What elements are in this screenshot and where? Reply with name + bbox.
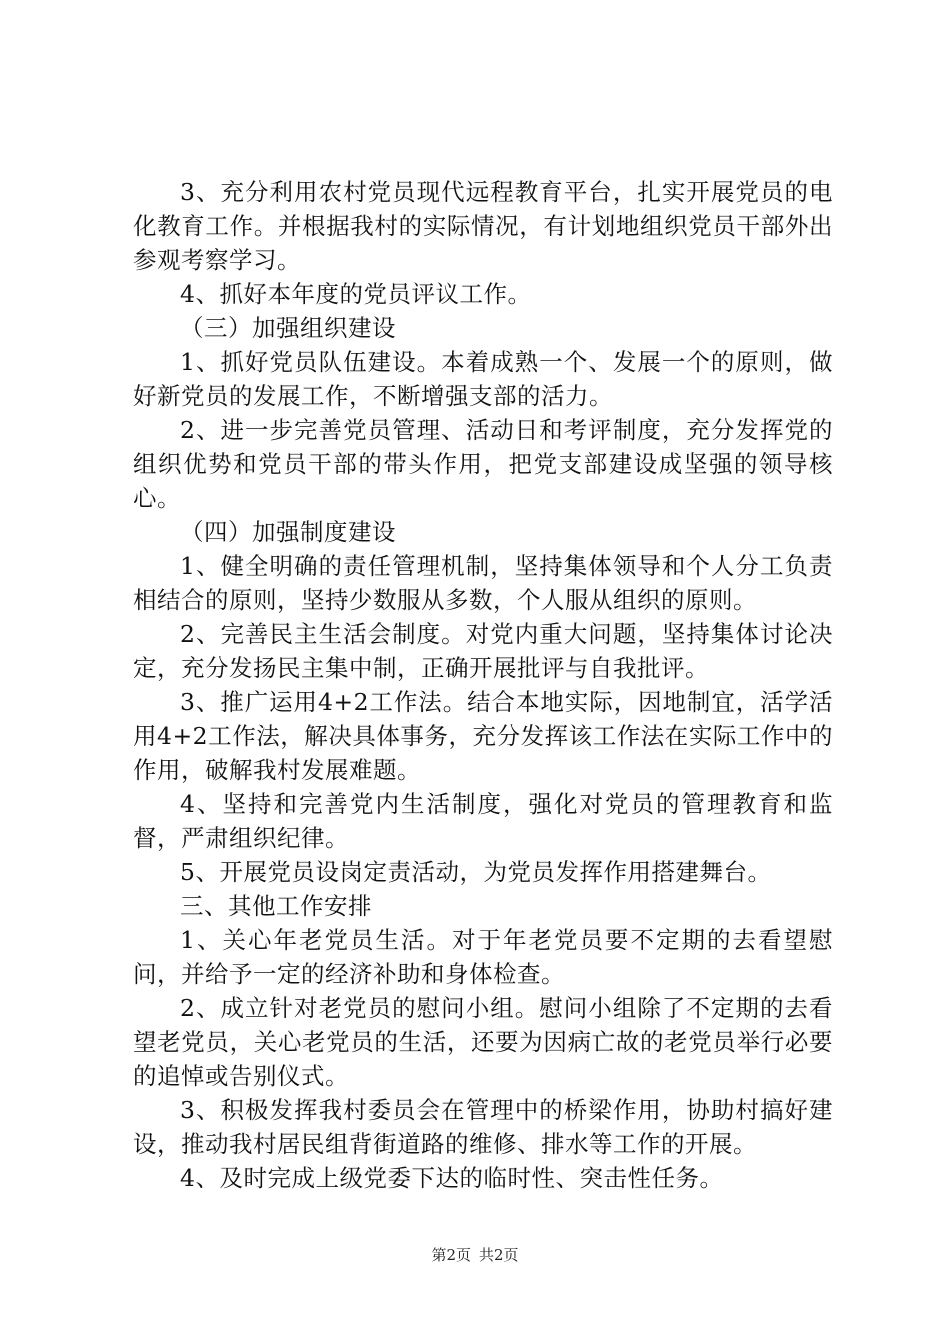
document-body (133, 175, 833, 1195)
paragraph-8: 2、完善民主生活会制度。对党内重大问题，坚持集体讨论决定，充分发扬民主集中制，正确开展批评与自我批评。 (133, 620, 833, 682)
paragraph-4: 1、抓好党员队伍建设。本着成熟一个、发展一个的原则，做好新党员的发展工作，不断增强支部的活力。 (133, 348, 833, 410)
paragraph-10: 4、坚持和完善党内生活制度，强化对党员的管理教育和监督，严肃组织纪律。 (133, 790, 833, 852)
paragraph-11: 5、开展党员设岗定责活动，为党员发挥作用搭建舞台。 (180, 858, 772, 886)
section-heading-4: （四）加强制度建设 (180, 518, 396, 546)
paragraph-15: 3、积极发挥我村委员会在管理中的桥梁作用，协助村搞好建设，推动我村居民组背街道路的维修、排水等工作的开展。 (133, 1096, 833, 1158)
paragraph-14: 2、成立针对老党员的慰问小组。慰问小组除了不定期的去看望老党员，关心老党员的生活，还要为因病亡故的老党员举行必要的追悼或告别仪式。 (133, 994, 833, 1090)
paragraph-2: 4、抓好本年度的党员评议工作。 (180, 280, 532, 308)
paragraph-7: 1、健全明确的责任管理机制，坚持集体领导和个人分工负责相结合的原则，坚持少数服从多数，个人服从组织的原则。 (133, 552, 833, 614)
paragraph-5: 2、进一步完善党员管理、活动日和考评制度，充分发挥党的组织优势和党员干部的带头作用，把党支部建设成坚强的领导核心。 (133, 416, 833, 512)
paragraph-9: 3、推广运用4+2工作法。结合本地实际，因地制宜，活学活用4+2工作法，解决具体事务，充分发挥该工作法在实际工作中的作用，破解我村发展难题。 (133, 688, 833, 784)
page-footer (0, 1244, 950, 1265)
section-heading-3: （三）加强组织建设 (180, 314, 396, 342)
paragraph-16: 4、及时完成上级党委下达的临时性、突击性任务。 (180, 1164, 724, 1192)
paragraph-13: 1、关心年老党员生活。对于年老党员要不定期的去看望慰问，并给予一定的经济补助和身体检查。 (133, 926, 833, 988)
page-number: 第2页 (431, 1246, 471, 1264)
paragraph-1: 3、充分利用农村党员现代远程教育平台，扎实开展党员的电化教育工作。并根据我村的实际情况，有计划地组织党员干部外出参观考察学习。 (133, 178, 833, 274)
page-total: 共2页 (479, 1246, 519, 1264)
section-heading-other: 三、其他工作安排 (180, 892, 372, 920)
